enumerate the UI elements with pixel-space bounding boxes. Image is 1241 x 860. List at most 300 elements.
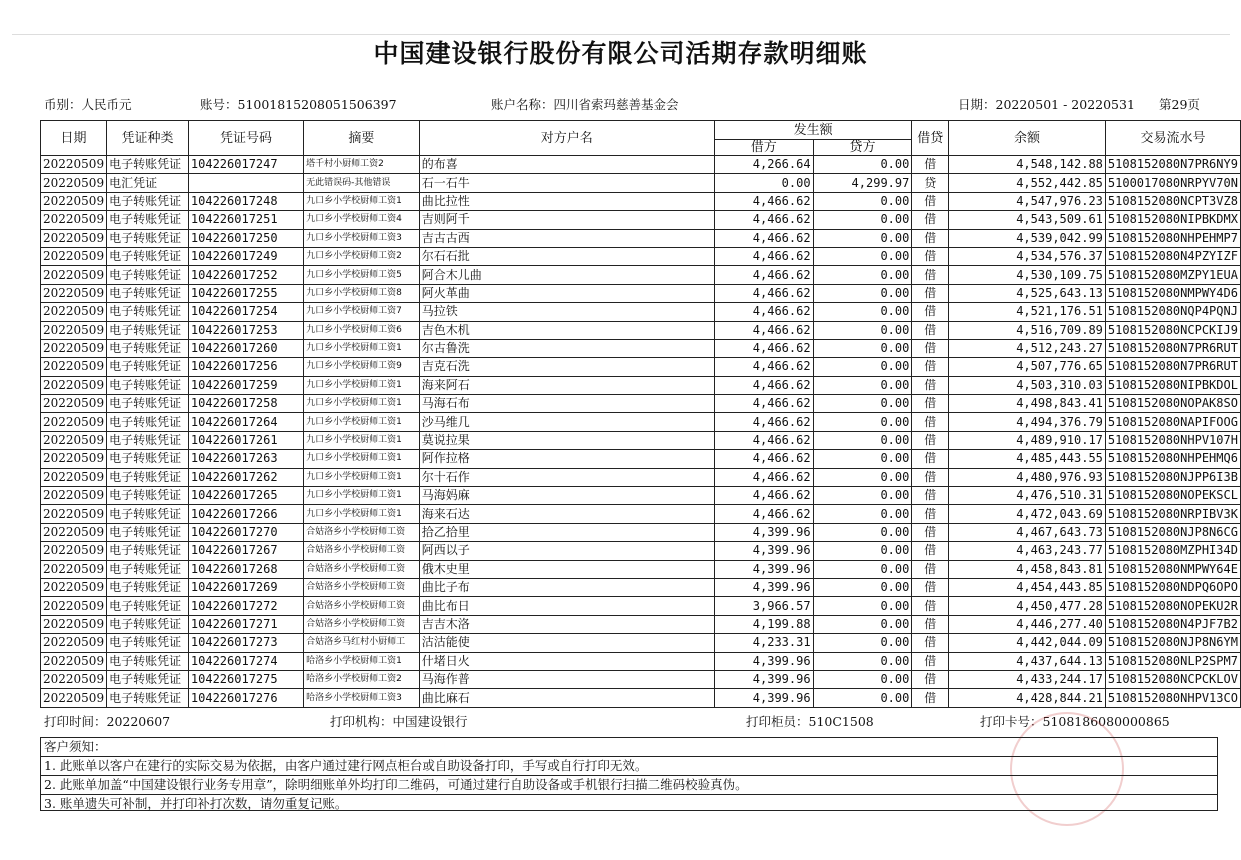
print-time: 打印时间：20220607 bbox=[44, 714, 171, 729]
cell-voucher-no: 104226017273 bbox=[188, 634, 303, 652]
cell-date: 20220509 bbox=[41, 431, 107, 449]
cell-balance: 4,472,043.69 bbox=[949, 505, 1106, 523]
cell-balance: 4,539,042.99 bbox=[949, 229, 1106, 247]
table-row bbox=[41, 578, 1241, 596]
cell-voucher-no: 104226017276 bbox=[188, 689, 303, 707]
cell-balance: 4,503,310.03 bbox=[949, 376, 1106, 394]
cell-date: 20220509 bbox=[41, 505, 107, 523]
cell-date: 20220509 bbox=[41, 597, 107, 615]
cell-summary: 九口乡小学校厨师工资6 bbox=[304, 321, 420, 339]
cell-dc: 借 bbox=[912, 229, 949, 247]
cell-serial: 5108152080NHPEHMP7 bbox=[1105, 229, 1240, 247]
cell-credit: 0.00 bbox=[813, 413, 912, 431]
cell-voucher-no: 104226017252 bbox=[188, 266, 303, 284]
notice-title: 客户须知： bbox=[41, 738, 1217, 757]
cell-voucher-type: 电子转账凭证 bbox=[107, 192, 189, 210]
page-number: 第29页 bbox=[1159, 97, 1200, 112]
cell-date: 20220509 bbox=[41, 284, 107, 302]
cell-serial: 5108152080N4PZYIZF bbox=[1105, 247, 1240, 265]
cell-balance: 4,525,643.13 bbox=[949, 284, 1106, 302]
cell-date: 20220509 bbox=[41, 468, 107, 486]
cell-date: 20220509 bbox=[41, 192, 107, 210]
cell-summary: 九口乡小学校厨师工资8 bbox=[304, 284, 420, 302]
date-range: 日期：20220501 - 20220531 bbox=[958, 97, 1135, 112]
cell-balance: 4,454,443.85 bbox=[949, 578, 1106, 596]
cell-credit: 0.00 bbox=[813, 266, 912, 284]
cell-date: 20220509 bbox=[41, 542, 107, 560]
cell-credit: 0.00 bbox=[813, 670, 912, 688]
cell-counterparty: 曲比拉性 bbox=[419, 192, 714, 210]
cell-credit: 0.00 bbox=[813, 211, 912, 229]
col-counterparty-header: 对方户名 bbox=[419, 121, 714, 156]
cell-counterparty: 尔石石批 bbox=[419, 247, 714, 265]
cell-summary: 塔千村小厨师工资2 bbox=[304, 156, 420, 174]
table-row bbox=[41, 487, 1241, 505]
table-row bbox=[41, 542, 1241, 560]
cell-date: 20220509 bbox=[41, 413, 107, 431]
table-body bbox=[41, 156, 1241, 708]
cell-summary: 九口乡小学校厨师工资1 bbox=[304, 339, 420, 357]
cell-credit: 0.00 bbox=[813, 321, 912, 339]
cell-summary: 合姑洛乡小学校厨师工资 bbox=[304, 578, 420, 596]
table-row bbox=[41, 358, 1241, 376]
table-row bbox=[41, 634, 1241, 652]
cell-summary: 九口乡小学校厨师工资2 bbox=[304, 247, 420, 265]
cell-credit: 0.00 bbox=[813, 339, 912, 357]
cell-balance: 4,547,976.23 bbox=[949, 192, 1106, 210]
cell-counterparty: 曲比子布 bbox=[419, 578, 714, 596]
cell-credit: 0.00 bbox=[813, 468, 912, 486]
cell-voucher-type: 电子转账凭证 bbox=[107, 689, 189, 707]
cell-debit: 4,466.62 bbox=[714, 505, 813, 523]
cell-voucher-no: 104226017265 bbox=[188, 487, 303, 505]
col-dc-header: 借贷 bbox=[912, 121, 949, 156]
cell-counterparty: 吉则阿千 bbox=[419, 211, 714, 229]
cell-counterparty: 阿西以子 bbox=[419, 542, 714, 560]
col-balance-header: 余额 bbox=[949, 121, 1106, 156]
cell-dc: 借 bbox=[912, 395, 949, 413]
account-name: 账户名称：四川省索玛慈善基金会 bbox=[491, 97, 679, 112]
cell-counterparty: 曲比麻石 bbox=[419, 689, 714, 707]
cell-credit: 0.00 bbox=[813, 303, 912, 321]
cell-voucher-type: 电子转账凭证 bbox=[107, 229, 189, 247]
cell-voucher-no: 104226017261 bbox=[188, 431, 303, 449]
table-row bbox=[41, 395, 1241, 413]
cell-voucher-type: 电子转账凭证 bbox=[107, 266, 189, 284]
cell-dc: 借 bbox=[912, 358, 949, 376]
cell-counterparty: 马拉铁 bbox=[419, 303, 714, 321]
cell-serial: 5108152080NMPWY4D6 bbox=[1105, 284, 1240, 302]
table-row bbox=[41, 468, 1241, 486]
cell-serial: 5108152080NCPCKIJ9 bbox=[1105, 321, 1240, 339]
cell-credit: 0.00 bbox=[813, 689, 912, 707]
cell-voucher-no: 104226017260 bbox=[188, 339, 303, 357]
cell-dc: 借 bbox=[912, 156, 949, 174]
cell-counterparty: 莫说拉果 bbox=[419, 431, 714, 449]
cell-balance: 4,507,776.65 bbox=[949, 358, 1106, 376]
cell-serial: 5108152080MZPHI34D bbox=[1105, 542, 1240, 560]
cell-date: 20220509 bbox=[41, 229, 107, 247]
cell-credit: 0.00 bbox=[813, 284, 912, 302]
cell-date: 20220509 bbox=[41, 560, 107, 578]
cell-date: 20220509 bbox=[41, 615, 107, 633]
cell-serial: 5108152080NLP2SPM7 bbox=[1105, 652, 1240, 670]
cell-counterparty: 马海妈麻 bbox=[419, 487, 714, 505]
cell-serial: 5108152080NDPQ6OPO bbox=[1105, 578, 1240, 596]
cell-date: 20220509 bbox=[41, 634, 107, 652]
cell-voucher-type: 电子转账凭证 bbox=[107, 652, 189, 670]
cell-summary: 合姑洛乡小学校厨师工资 bbox=[304, 597, 420, 615]
cell-voucher-no: 104226017256 bbox=[188, 358, 303, 376]
cell-debit: 4,399.96 bbox=[714, 670, 813, 688]
table-row bbox=[41, 560, 1241, 578]
cell-summary: 九口乡小学校厨师工资1 bbox=[304, 395, 420, 413]
cell-voucher-no: 104226017272 bbox=[188, 597, 303, 615]
col-date-header: 日期 bbox=[41, 121, 107, 156]
cell-credit: 0.00 bbox=[813, 597, 912, 615]
cell-summary: 九口乡小学校厨师工资9 bbox=[304, 358, 420, 376]
cell-summary: 无此错误码-其他错误 bbox=[304, 174, 420, 192]
table-row bbox=[41, 192, 1241, 210]
col-credit-header: 贷方 bbox=[813, 140, 912, 156]
cell-dc: 借 bbox=[912, 615, 949, 633]
cell-debit: 4,466.62 bbox=[714, 229, 813, 247]
cell-counterparty: 马海石布 bbox=[419, 395, 714, 413]
col-serial-header: 交易流水号 bbox=[1105, 121, 1240, 156]
cell-voucher-no: 104226017275 bbox=[188, 670, 303, 688]
cell-counterparty: 吉色木机 bbox=[419, 321, 714, 339]
cell-counterparty: 尔古鲁洗 bbox=[419, 339, 714, 357]
cell-credit: 0.00 bbox=[813, 247, 912, 265]
cell-balance: 4,498,843.41 bbox=[949, 395, 1106, 413]
cell-voucher-no: 104226017254 bbox=[188, 303, 303, 321]
cell-serial: 5108152080NJP8N6YM bbox=[1105, 634, 1240, 652]
cell-voucher-no: 104226017259 bbox=[188, 376, 303, 394]
cell-counterparty: 吉克石洗 bbox=[419, 358, 714, 376]
cell-summary: 合姑洛乡小学校厨师工资 bbox=[304, 615, 420, 633]
cell-credit: 0.00 bbox=[813, 615, 912, 633]
cell-balance: 4,446,277.40 bbox=[949, 615, 1106, 633]
cell-balance: 4,450,477.28 bbox=[949, 597, 1106, 615]
cell-summary: 九口乡小学校厨师工资1 bbox=[304, 431, 420, 449]
cell-debit: 4,466.62 bbox=[714, 431, 813, 449]
cell-counterparty: 石一石牛 bbox=[419, 174, 714, 192]
cell-debit: 4,466.62 bbox=[714, 321, 813, 339]
cell-date: 20220509 bbox=[41, 211, 107, 229]
cell-counterparty: 拾乙拾里 bbox=[419, 523, 714, 541]
cell-date: 20220509 bbox=[41, 156, 107, 174]
cell-balance: 4,494,376.79 bbox=[949, 413, 1106, 431]
cell-voucher-type: 电子转账凭证 bbox=[107, 247, 189, 265]
table-row bbox=[41, 670, 1241, 688]
cell-credit: 0.00 bbox=[813, 395, 912, 413]
cell-serial: 5108152080N7PR6NY9 bbox=[1105, 156, 1240, 174]
table-row bbox=[41, 505, 1241, 523]
cell-credit: 0.00 bbox=[813, 652, 912, 670]
cell-dc: 借 bbox=[912, 303, 949, 321]
cell-voucher-no: 104226017248 bbox=[188, 192, 303, 210]
table-row bbox=[41, 211, 1241, 229]
currency-label: 币别：人民币元 bbox=[44, 97, 132, 112]
cell-dc: 借 bbox=[912, 321, 949, 339]
col-amount-header: 发生额 bbox=[714, 121, 912, 140]
cell-credit: 0.00 bbox=[813, 505, 912, 523]
cell-voucher-no: 104226017247 bbox=[188, 156, 303, 174]
cell-voucher-type: 电子转账凭证 bbox=[107, 597, 189, 615]
cell-voucher-no: 104226017253 bbox=[188, 321, 303, 339]
cell-date: 20220509 bbox=[41, 395, 107, 413]
cell-summary: 九口乡小学校厨师工资5 bbox=[304, 266, 420, 284]
cell-balance: 4,521,176.51 bbox=[949, 303, 1106, 321]
cell-dc: 借 bbox=[912, 560, 949, 578]
cell-serial: 5108152080NHPV107H bbox=[1105, 431, 1240, 449]
print-card: 打印卡号：5108186080000865 bbox=[980, 714, 1170, 729]
cell-credit: 0.00 bbox=[813, 376, 912, 394]
cell-serial: 5108152080NIPBKDOL bbox=[1105, 376, 1240, 394]
cell-voucher-type: 电子转账凭证 bbox=[107, 670, 189, 688]
cell-credit: 0.00 bbox=[813, 358, 912, 376]
cell-voucher-type: 电子转账凭证 bbox=[107, 413, 189, 431]
cell-voucher-type: 电子转账凭证 bbox=[107, 578, 189, 596]
cell-date: 20220509 bbox=[41, 578, 107, 596]
cell-debit: 4,399.96 bbox=[714, 652, 813, 670]
table-row bbox=[41, 284, 1241, 302]
cell-voucher-no: 104226017263 bbox=[188, 450, 303, 468]
cell-counterparty: 沽沽能使 bbox=[419, 634, 714, 652]
cell-date: 20220509 bbox=[41, 303, 107, 321]
cell-counterparty: 阿合木儿曲 bbox=[419, 266, 714, 284]
cell-dc: 借 bbox=[912, 413, 949, 431]
cell-balance: 4,512,243.27 bbox=[949, 339, 1106, 357]
cell-serial: 5108152080N4PJF7B2 bbox=[1105, 615, 1240, 633]
cell-summary: 哈洛乡小学校厨师工资3 bbox=[304, 689, 420, 707]
cell-balance: 4,552,442.85 bbox=[949, 174, 1106, 192]
table-row bbox=[41, 523, 1241, 541]
notice-item: 1. 此账单以客户在建行的实际交易为依据，由客户通过建行网点柜台或自助设备打印，手写或自行打印无效。 bbox=[41, 757, 1217, 776]
cell-counterparty: 曲比布日 bbox=[419, 597, 714, 615]
cell-voucher-no: 104226017269 bbox=[188, 578, 303, 596]
cell-debit: 4,266.64 bbox=[714, 156, 813, 174]
account-number: 账号：51001815208051506397 bbox=[200, 97, 397, 112]
cell-balance: 4,489,910.17 bbox=[949, 431, 1106, 449]
col-debit-header: 借方 bbox=[714, 140, 813, 156]
cell-debit: 4,399.96 bbox=[714, 523, 813, 541]
cell-date: 20220509 bbox=[41, 523, 107, 541]
cell-summary: 九口乡小学校厨师工资7 bbox=[304, 303, 420, 321]
cell-credit: 0.00 bbox=[813, 450, 912, 468]
cell-serial: 5100017080NRPYV70N bbox=[1105, 174, 1240, 192]
cell-date: 20220509 bbox=[41, 487, 107, 505]
cell-balance: 4,458,843.81 bbox=[949, 560, 1106, 578]
cell-serial: 5108152080NOPEKSCL bbox=[1105, 487, 1240, 505]
cell-debit: 4,466.62 bbox=[714, 395, 813, 413]
col-voucher-no-header: 凭证号码 bbox=[188, 121, 303, 156]
cell-voucher-type: 电子转账凭证 bbox=[107, 211, 189, 229]
cell-serial: 5108152080NOPAK8SO bbox=[1105, 395, 1240, 413]
cell-summary: 九口乡小学校厨师工资1 bbox=[304, 505, 420, 523]
cell-counterparty: 阿作拉格 bbox=[419, 450, 714, 468]
cell-summary: 九口乡小学校厨师工资1 bbox=[304, 192, 420, 210]
cell-serial: 5108152080NCPT3VZ8 bbox=[1105, 192, 1240, 210]
cell-serial: 5108152080NOPEKU2R bbox=[1105, 597, 1240, 615]
cell-voucher-type: 电子转账凭证 bbox=[107, 358, 189, 376]
cell-summary: 九口乡小学校厨师工资1 bbox=[304, 413, 420, 431]
cell-voucher-type: 电子转账凭证 bbox=[107, 505, 189, 523]
cell-voucher-no: 104226017262 bbox=[188, 468, 303, 486]
table-row bbox=[41, 174, 1241, 192]
table-row bbox=[41, 376, 1241, 394]
cell-date: 20220509 bbox=[41, 376, 107, 394]
cell-counterparty: 海来石达 bbox=[419, 505, 714, 523]
table-row bbox=[41, 689, 1241, 707]
table-row bbox=[41, 321, 1241, 339]
cell-voucher-type: 电子转账凭证 bbox=[107, 303, 189, 321]
cell-credit: 0.00 bbox=[813, 487, 912, 505]
cell-balance: 4,463,243.77 bbox=[949, 542, 1106, 560]
cell-serial: 5108152080NRPIBV3K bbox=[1105, 505, 1240, 523]
cell-credit: 0.00 bbox=[813, 229, 912, 247]
cell-serial: 5108152080NAPIFOOG bbox=[1105, 413, 1240, 431]
table-row bbox=[41, 450, 1241, 468]
table-row bbox=[41, 431, 1241, 449]
cell-voucher-type: 电子转账凭证 bbox=[107, 321, 189, 339]
cell-summary: 合姑洛乡小学校厨师工资 bbox=[304, 560, 420, 578]
print-teller: 打印柜员：510C1508 bbox=[746, 714, 874, 729]
cell-voucher-no: 104226017250 bbox=[188, 229, 303, 247]
cell-voucher-no: 104226017274 bbox=[188, 652, 303, 670]
cell-debit: 4,466.62 bbox=[714, 284, 813, 302]
cell-dc: 贷 bbox=[912, 174, 949, 192]
table-row bbox=[41, 266, 1241, 284]
cell-credit: 0.00 bbox=[813, 634, 912, 652]
cell-debit: 4,466.62 bbox=[714, 266, 813, 284]
cell-balance: 4,543,509.61 bbox=[949, 211, 1106, 229]
cell-dc: 借 bbox=[912, 431, 949, 449]
cell-dc: 借 bbox=[912, 505, 949, 523]
cell-dc: 借 bbox=[912, 689, 949, 707]
cell-dc: 借 bbox=[912, 247, 949, 265]
cell-summary: 合姑洛乡小学校厨师工资 bbox=[304, 542, 420, 560]
cell-balance: 4,534,576.37 bbox=[949, 247, 1106, 265]
cell-voucher-no bbox=[188, 174, 303, 192]
cell-voucher-type: 电子转账凭证 bbox=[107, 487, 189, 505]
cell-dc: 借 bbox=[912, 266, 949, 284]
cell-counterparty: 马海作普 bbox=[419, 670, 714, 688]
cell-voucher-type: 电子转账凭证 bbox=[107, 284, 189, 302]
cell-dc: 借 bbox=[912, 376, 949, 394]
cell-balance: 4,530,109.75 bbox=[949, 266, 1106, 284]
cell-balance: 4,485,443.55 bbox=[949, 450, 1106, 468]
cell-debit: 4,199.88 bbox=[714, 615, 813, 633]
cell-debit: 4,466.62 bbox=[714, 211, 813, 229]
cell-serial: 5108152080NQP4PQNJ bbox=[1105, 303, 1240, 321]
table-row bbox=[41, 303, 1241, 321]
cell-credit: 0.00 bbox=[813, 542, 912, 560]
cell-date: 20220509 bbox=[41, 652, 107, 670]
cell-voucher-type: 电子转账凭证 bbox=[107, 339, 189, 357]
cell-summary: 合姑洛乡小学校厨师工资 bbox=[304, 523, 420, 541]
cell-voucher-type: 电子转账凭证 bbox=[107, 634, 189, 652]
cell-date: 20220509 bbox=[41, 670, 107, 688]
cell-voucher-type: 电子转账凭证 bbox=[107, 156, 189, 174]
cell-debit: 0.00 bbox=[714, 174, 813, 192]
cell-dc: 借 bbox=[912, 211, 949, 229]
cell-dc: 借 bbox=[912, 487, 949, 505]
cell-debit: 4,399.96 bbox=[714, 542, 813, 560]
cell-voucher-no: 104226017264 bbox=[188, 413, 303, 431]
cell-balance: 4,476,510.31 bbox=[949, 487, 1106, 505]
cell-summary: 合姑洛乡马红村小厨师工 bbox=[304, 634, 420, 652]
table-row bbox=[41, 652, 1241, 670]
table-row bbox=[41, 247, 1241, 265]
table-row bbox=[41, 597, 1241, 615]
cell-voucher-type: 电汇凭证 bbox=[107, 174, 189, 192]
cell-credit: 0.00 bbox=[813, 523, 912, 541]
cell-dc: 借 bbox=[912, 192, 949, 210]
cell-counterparty: 海来阿石 bbox=[419, 376, 714, 394]
table-row bbox=[41, 413, 1241, 431]
cell-counterparty: 的布喜 bbox=[419, 156, 714, 174]
cell-credit: 0.00 bbox=[813, 578, 912, 596]
cell-dc: 借 bbox=[912, 468, 949, 486]
cell-debit: 4,399.96 bbox=[714, 689, 813, 707]
cell-credit: 0.00 bbox=[813, 431, 912, 449]
cell-debit: 4,466.62 bbox=[714, 303, 813, 321]
notice-item: 3. 账单遗失可补制，并打印补打次数，请勿重复记账。 bbox=[44, 796, 348, 811]
cell-counterparty: 阿火革曲 bbox=[419, 284, 714, 302]
cell-summary: 九口乡小学校厨师工资4 bbox=[304, 211, 420, 229]
cell-debit: 4,466.62 bbox=[714, 339, 813, 357]
cell-serial: 5108152080NMPWY64E bbox=[1105, 560, 1240, 578]
transaction-table bbox=[40, 120, 1241, 708]
cell-dc: 借 bbox=[912, 523, 949, 541]
table-row bbox=[41, 156, 1241, 174]
cell-voucher-no: 104226017268 bbox=[188, 560, 303, 578]
cell-credit: 0.00 bbox=[813, 560, 912, 578]
cell-date: 20220509 bbox=[41, 358, 107, 376]
cell-date: 20220509 bbox=[41, 450, 107, 468]
cell-serial: 5108152080N7PR6RUT bbox=[1105, 358, 1240, 376]
cell-voucher-no: 104226017255 bbox=[188, 284, 303, 302]
cell-counterparty: 吉古古西 bbox=[419, 229, 714, 247]
cell-voucher-type: 电子转账凭证 bbox=[107, 542, 189, 560]
cell-voucher-type: 电子转账凭证 bbox=[107, 468, 189, 486]
cell-summary: 哈洛乡小学校厨师工资2 bbox=[304, 670, 420, 688]
cell-voucher-type: 电子转账凭证 bbox=[107, 376, 189, 394]
cell-summary: 九口乡小学校厨师工资1 bbox=[304, 487, 420, 505]
cell-serial: 5108152080MZPY1EUA bbox=[1105, 266, 1240, 284]
cell-debit: 4,466.62 bbox=[714, 376, 813, 394]
cell-balance: 4,548,142.88 bbox=[949, 156, 1106, 174]
cell-voucher-type: 电子转账凭证 bbox=[107, 450, 189, 468]
cell-debit: 4,466.62 bbox=[714, 413, 813, 431]
col-summary-header: 摘要 bbox=[304, 121, 420, 156]
cell-summary: 九口乡小学校厨师工资3 bbox=[304, 229, 420, 247]
cell-voucher-no: 104226017251 bbox=[188, 211, 303, 229]
table-row bbox=[41, 229, 1241, 247]
cell-balance: 4,467,643.73 bbox=[949, 523, 1106, 541]
page-title: 中国建设银行股份有限公司活期存款明细账 bbox=[373, 39, 868, 68]
cell-voucher-type: 电子转账凭证 bbox=[107, 395, 189, 413]
cell-serial: 5108152080N7PR6RUT bbox=[1105, 339, 1240, 357]
cell-date: 20220509 bbox=[41, 689, 107, 707]
cell-dc: 借 bbox=[912, 652, 949, 670]
cell-dc: 借 bbox=[912, 284, 949, 302]
cell-dc: 借 bbox=[912, 634, 949, 652]
cell-dc: 借 bbox=[912, 542, 949, 560]
col-voucher-type-header: 凭证种类 bbox=[107, 121, 189, 156]
cell-serial: 5108152080NCPCKLOV bbox=[1105, 670, 1240, 688]
